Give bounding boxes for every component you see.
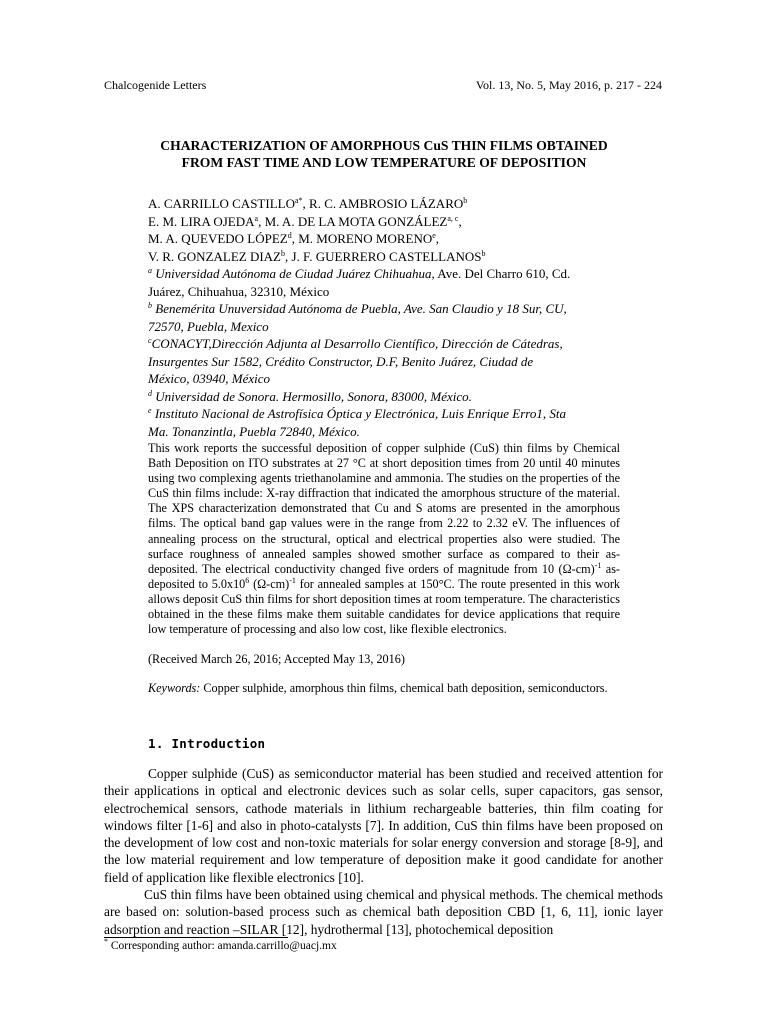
author-name: A. CARRILLO CASTILLO (148, 196, 295, 211)
abstract (148, 441, 620, 637)
affil-mark: a (148, 266, 152, 275)
affiliation-c-cont: Insurgentes Sur 1582, Crédito Constructor, D.F, Benito Juárez, Ciudad de (148, 353, 534, 369)
affil-mark: e (148, 406, 152, 415)
author-line-2 (148, 213, 648, 231)
author-name: , J. F. GUERRERO CASTELLANOS (285, 248, 482, 264)
issue-info: Vol. 13, No. 5, May 2016, p. 217 - 224 (475, 78, 662, 92)
footnote (104, 937, 337, 952)
abstract-segment: for annealed samples at 150°C. The route presented in this work allows deposit CuS thin films for short deposition times at room temperature. The characteristics obtained in the these films make them suitable candidates for device applications that require low temperature of processing and also low cost, like flexible electronics. (148, 576, 620, 637)
exponent: -1 (289, 575, 296, 585)
author-affil-mark: d (287, 231, 292, 240)
affil-text: Universidad de Sonora. Hermosillo, Sonora, 83000, México. (152, 388, 472, 404)
affil-mark: c (148, 336, 152, 345)
title-line-2: FROM FAST TIME AND LOW TEMPERATURE OF DEPOSITION (181, 154, 587, 170)
author-name: E. M. LIRA OJEDA (148, 213, 255, 229)
exponent: -1 (594, 560, 602, 570)
abstract-text (148, 441, 620, 637)
footnote-mark: * (104, 937, 108, 946)
affiliation-c-cont: México, 03940, México (148, 371, 271, 386)
author-name: , R. C. AMBROSIO LÁZARO (302, 196, 464, 211)
affiliation-a-cont: Juárez, Chihuahua, 32310, México (148, 283, 330, 299)
affil-text: Ave. Del Charro 610, Cd. (434, 266, 571, 281)
author-name: , M. MORENO MORENO (291, 231, 433, 246)
author-name: V. R. GONZALEZ DIAZ (148, 248, 281, 264)
keywords-text: Copper sulphide, amorphous thin films, chemical bath deposition, semiconductors. (200, 681, 608, 695)
abstract-segment: This work reports the successful deposition of copper sulphide (CuS) thin films by Chemical Bath Deposition on ITO substrates at 27 °C at short deposition times from 20 until 40 minutes using two complexing agents triethanolamine and ammonia. The studies on the properties of the CuS thin films include: X-ray diffraction that indicated the amorphous structure of the material. The XPS characterization demonstrated that Cu and S atoms are presented in the amorphous films. The optical band gap values were in the range from 2.22 to 2.32 eV. The influences of annealing process on the structural, optical and electrical properties also were studied. The surface roughness of annealed samples showed smother surface as compared to their as-deposited. The electrical conductivity changed five orders of magnitude from 10 (Ω-cm) (148, 441, 620, 576)
author-separator: , (458, 213, 462, 229)
affiliation-d (148, 388, 648, 406)
affil-text: Universidad Autónoma de Ciudad Juárez Chihuahua, (152, 266, 435, 281)
section-heading: 1. Introduction (148, 736, 266, 751)
author-affil-mark: a, c (447, 213, 459, 223)
author-affil-mark: a (254, 213, 259, 223)
affil-text: CONACYT,Dirección Adjunta al Desarrollo Científico, Dirección de Cátedras, (151, 336, 563, 351)
paper-title (104, 138, 664, 171)
affiliation-e (148, 405, 648, 423)
affiliation-c (148, 335, 648, 353)
footnote-text: Corresponding author: amanda.carrillo@uacj.mx (108, 940, 337, 952)
abstract-segment: (Ω-cm) (249, 576, 290, 591)
body-paragraph-2: CuS thin films have been obtained using chemical and physical methods. The chemical methods are based on: solution-based process such as chemical bath deposition CBD [1, 6, 11], ionic layer adsorption and reaction –SILAR [12], hydrothermal [13], photochemical deposition (104, 887, 663, 937)
body-text (104, 765, 663, 938)
author-line-4 (148, 248, 648, 266)
author-separator: , (435, 231, 440, 246)
author-name: , M. A. DE LA MOTA GONZÁLEZ (258, 213, 448, 229)
body-paragraph-1: Copper sulphide (CuS) as semiconductor material has been studied and received attention for their applications in optical and electronic devices such as solar cells, super capacitors, gas sensor, electrochemical sensors, cathode materials in lithium rechargeable batteries, thin film coating for windows filter [1-6] and also in photo-catalysts [7]. In addition, CuS thin films have been proposed on the development of low cost and non-toxic materials for solar energy conversion and storage [8-9], and the low material requirement and low temperature of deposition make it good candidate for another field of application like flexible electronics [10]. (104, 766, 663, 885)
affiliation-e-cont: Ma. Tonanzintla, Puebla 72840, México. (148, 423, 360, 439)
affiliation-b (148, 300, 648, 318)
keywords-label: Keywords: (148, 681, 201, 695)
keywords (148, 680, 618, 696)
author-block (148, 195, 648, 440)
affil-mark: d (148, 388, 152, 398)
author-affil-mark: b (463, 196, 468, 205)
affiliation-a (148, 265, 648, 283)
author-affil-mark: b (281, 248, 285, 258)
author-line-1 (148, 195, 648, 213)
affil-text: Benemérita Unuversidad Autónoma de Puebla, Ave. San Claudio y 18 Sur, CU, (152, 301, 567, 316)
author-line-3 (148, 230, 648, 248)
author-affil-mark: a* (294, 196, 303, 205)
affil-mark: b (148, 301, 152, 310)
author-affil-mark: b (481, 248, 486, 258)
affil-text: Instituto Nacional de Astrofísica Óptica y Electrónica, Luis Enrique Erro1, Sta (151, 406, 566, 421)
footnote-divider (104, 937, 288, 938)
received-dates: (Received March 26, 2016; Accepted May 13, 2016) (148, 652, 405, 666)
abstract-segment: as-deposited to 5.0x10 (148, 561, 620, 591)
journal-name: Chalcogenide Letters (104, 78, 207, 92)
author-name: M. A. QUEVEDO LÓPEZ (148, 231, 288, 246)
affiliation-b-cont: 72570, Puebla, Mexico (148, 318, 269, 334)
exponent: 6 (245, 575, 250, 585)
author-affil-mark: e (432, 231, 436, 240)
title-line-1: CHARACTERIZATION OF AMORPHOUS CuS THIN FILMS OBTAINED (160, 138, 608, 153)
